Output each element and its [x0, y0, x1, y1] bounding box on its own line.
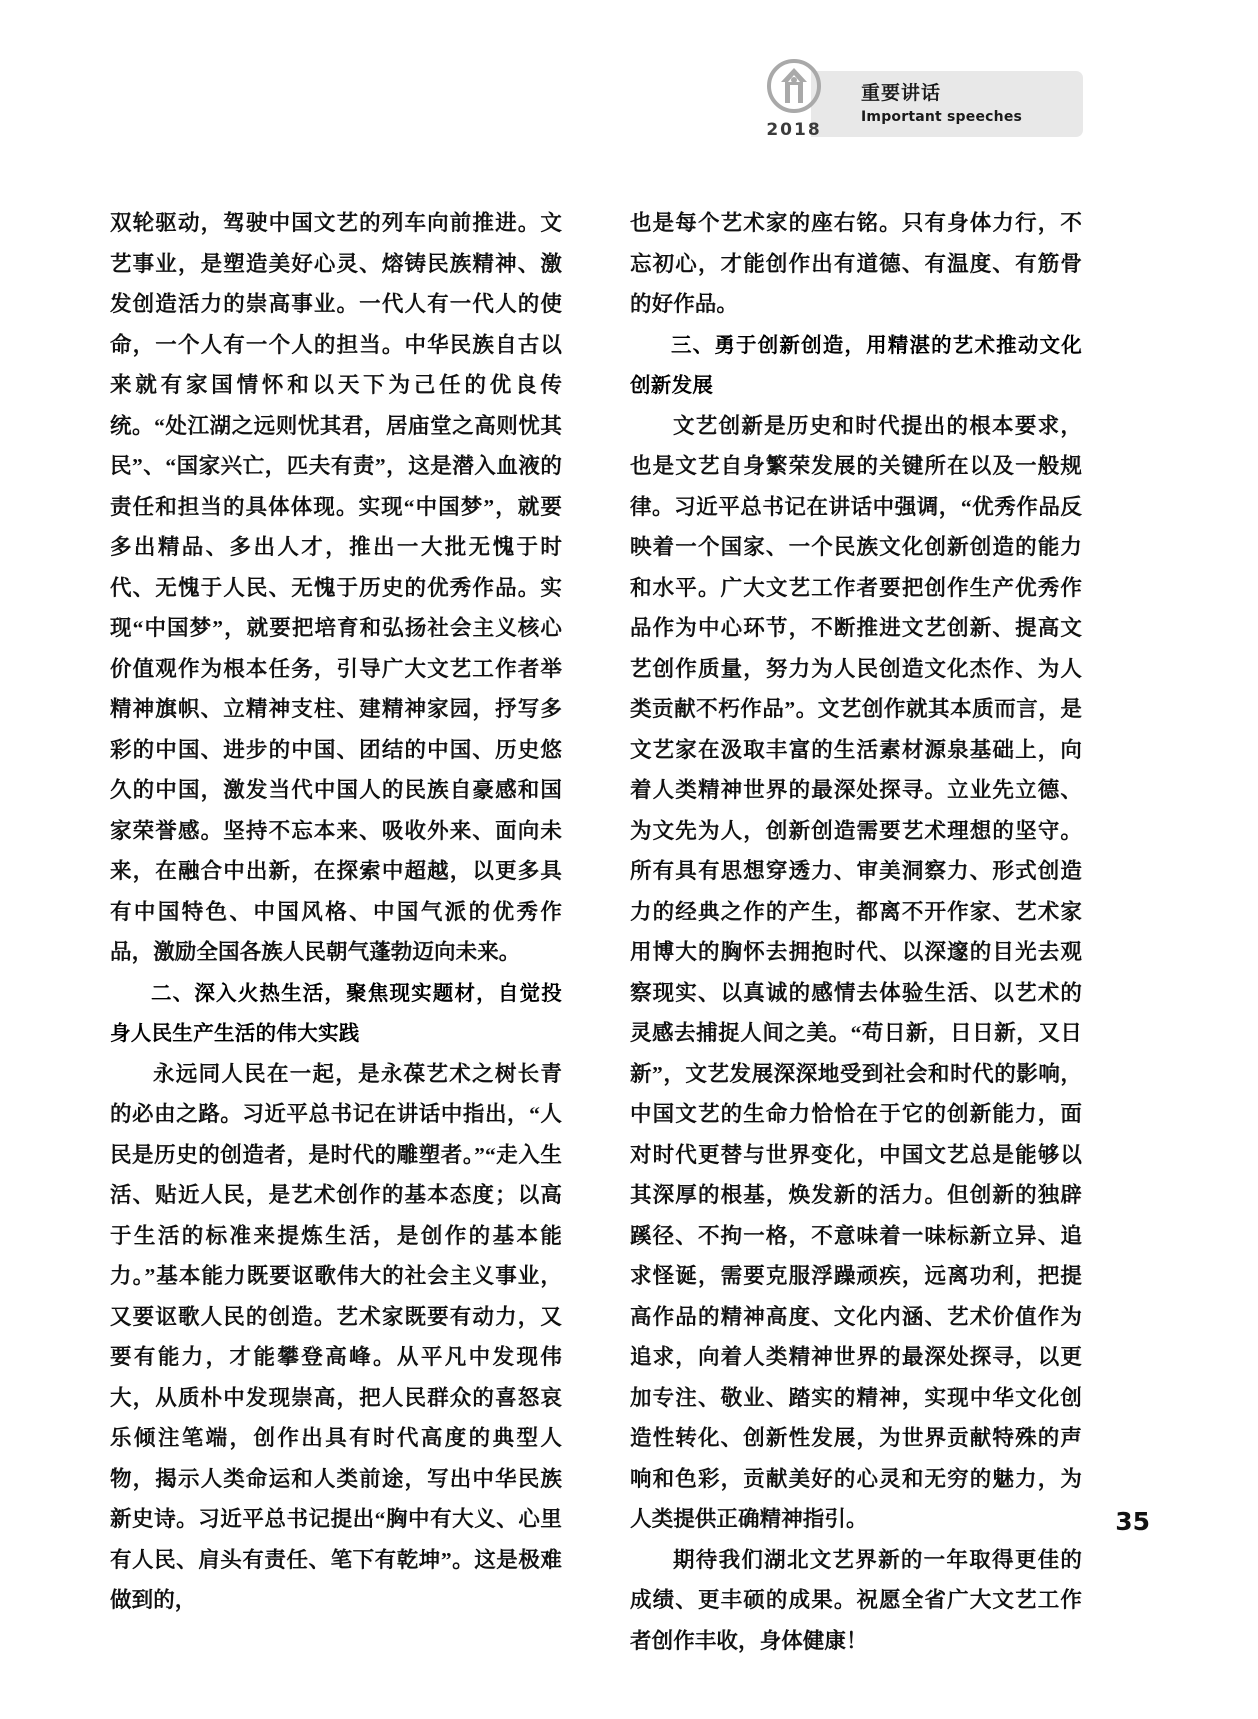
paragraph-closing: 期待我们湖北文艺界新的一年取得更佳的成绩、更丰硕的成果。祝愿全省广大文艺工作者创作丰收，身体健康！	[630, 1547, 1082, 1653]
page-header	[0, 58, 1258, 168]
header-section-tab	[811, 71, 1083, 137]
header-title-en: Important speeches	[861, 109, 1023, 126]
page-number: 35	[1115, 1507, 1150, 1536]
paragraph-section-two: 永远同人民在一起，是永葆艺术之树长青的必由之路。习近平总书记在讲话中指出，“人民是历史的创造者，是时代的雕塑者。”“走入生活、贴近人民，是艺术创作的基本态度；以高于生活的标准来提炼生活，是创作的基本能力。”基本能力既要讴歌伟大的社会主义事业，又要讴歌人民的创造。艺术家既要有动力，又要有能力，才能攀登高峰。从平凡中发现伟大，从质朴中发现崇高，把人民群众的喜怒哀乐倾注笔端，创作出具有时代高度的典型人物，揭示人类命运和人类前途，写出中华民族新史诗。习近平总书记提出“胸中有大义、心里有人民、肩头有责任、笔下有乾坤”。这是极难做到的，	[110, 1061, 562, 1612]
publication-logo	[755, 58, 833, 140]
right-column	[630, 203, 1082, 1661]
circular-emblem-icon	[766, 58, 822, 114]
logo-year-label: 2018	[766, 120, 822, 140]
left-column	[110, 203, 562, 1661]
paragraph-continued-left: 双轮驱动，驾驶中国文艺的列车向前推进。文艺事业，是塑造美好心灵、熔铸民族精神、激发创造活力的崇高事业。一代人有一代人的使命，一个人有一个人的担当。中华民族自古以来就有家国情怀和以天下为己任的优良传统。“处江湖之远则忧其君，居庙堂之高则忧其民”、“国家兴亡，匹夫有责”，这是潜入血液的责任和担当的具体体现。实现“中国梦”，就要多出精品、多出人才，推出一大批无愧于时代、无愧于人民、无愧于历史的优秀作品。实现“中国梦”，就要把培育和弘扬社会主义核心价值观作为根本任务，引导广大文艺工作者举精神旗帜、立精神支柱、建精神家园，抒写多彩的中国、进步的中国、团结的中国、历史悠久的中国，激发当代中国人的民族自豪感和国家荣誉感。坚持不忘本来、吸收外来、面向未来，在融合中出新，在探索中超越，以更多具有中国特色、中国风格、中国气派的优秀作品，激励全国各族人民朝气蓬勃迈向未来。	[110, 211, 562, 964]
paragraph-section-three: 文艺创新是历史和时代提出的根本要求，也是文艺自身繁荣发展的关键所在以及一般规律。习近平总书记在讲话中强调，“优秀作品反映着一个国家、一个民族文化创新创造的能力和水平。广大文艺工作者要把创作生产优秀作品作为中心环节，不断推进文艺创新、提高文艺创作质量，努力为人民创造文化杰作、为人类贡献不朽作品”。文艺创作就其本质而言，是文艺家在汲取丰富的生活素材源泉基础上，向着人类精神世界的最深处探寻。立业先立德、为文先为人，创新创造需要艺术理想的坚守。所有具有思想穿透力、审美洞察力、形式创造力的经典之作的产生，都离不开作家、艺术家用博大的胸怀去拥抱时代、以深邃的目光去观察现实、以真诚的感情去体验生活、以艺术的灵感去捕捉人间之美。“苟日新，日日新，又日新”，文艺发展深深地受到社会和时代的影响，中国文艺的生命力恰恰在于它的创新能力，面对时代更替与世界变化，中国文艺总是能够以其深厚的根基，焕发新的活力。但创新的独辟蹊径、不拘一格，不意味着一味标新立异、追求怪诞，需要克服浮躁顽疾，远离功利，把提高作品的精神高度、文化内涵、艺术价值作为追求，向着人类精神世界的最深处探寻，以更加专注、敬业、踏实的精神，实现中华文化创造性转化、创新性发展，为世界贡献特殊的声响和色彩，贡献美好的心灵和无穷的魅力，为人类提供正确精神指引。	[630, 413, 1082, 1531]
paragraph-continued-right: 也是每个艺术家的座右铭。只有身体力行，不忘初心，才能创作出有道德、有温度、有筋骨的好作品。	[630, 211, 1082, 316]
section-heading-two: 二、深入火热生活，聚焦现实题材，自觉投身人民生产生活的伟大实践	[110, 980, 562, 1045]
header-title-cn: 重要讲话	[861, 81, 942, 104]
article-body	[110, 203, 1150, 1661]
header-inner	[755, 58, 1083, 140]
section-heading-three: 三、勇于创新创造，用精湛的艺术推动文化创新发展	[630, 332, 1082, 397]
